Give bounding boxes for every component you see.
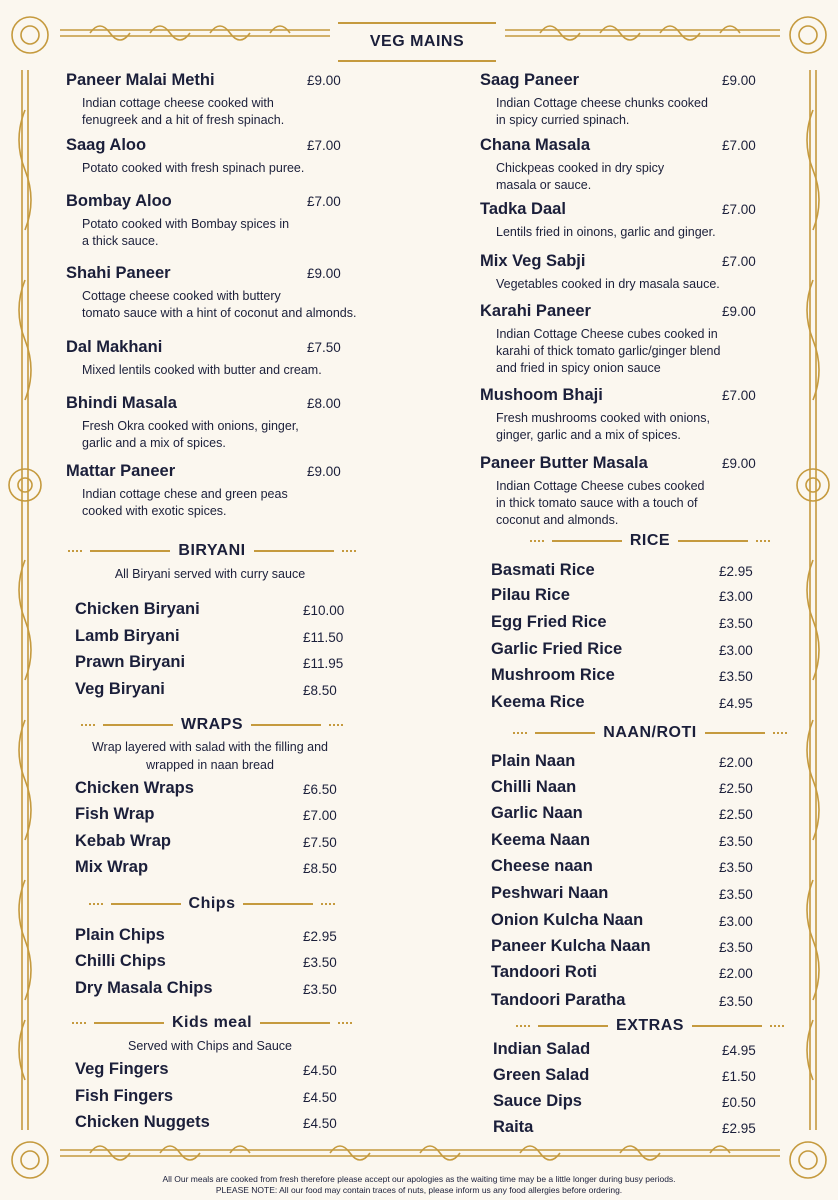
menu-item-name: Raita	[493, 1118, 534, 1136]
menu-item-price: £4.50	[303, 1063, 337, 1078]
menu-item-price: £3.50	[303, 982, 337, 997]
dish-description: Fresh mushrooms cooked with onions,	[496, 411, 710, 425]
divider-line	[111, 903, 181, 905]
menu-item-price: £3.50	[719, 940, 753, 955]
menu-item-price: £8.50	[303, 861, 337, 876]
menu-item-price: £4.95	[719, 696, 753, 711]
menu-item-price: £3.50	[719, 994, 753, 1009]
divider-line	[260, 1022, 330, 1024]
menu-item-price: £3.00	[719, 643, 753, 658]
dish-price: £9.00	[307, 266, 341, 281]
menu-item-name: Garlic Fried Rice	[491, 640, 623, 658]
menu-item-name: Tandoori Roti	[491, 963, 598, 981]
menu-item-price: £2.50	[719, 807, 753, 822]
section-title: RICE	[629, 532, 671, 549]
dish-name: Tadka Daal	[480, 200, 566, 218]
menu-item-name: Tandoori Paratha	[491, 991, 626, 1009]
dish-price: £7.50	[307, 340, 341, 355]
dish-name: Mattar Paneer	[66, 462, 176, 480]
menu-item-name: Sauce Dips	[493, 1092, 582, 1110]
menu-item-price: £4.50	[303, 1116, 337, 1131]
menu-item-price: £2.95	[722, 1121, 756, 1136]
menu-item-price: £4.95	[722, 1043, 756, 1058]
menu-item-name: Chicken Biryani	[75, 600, 200, 618]
dish-description: ginger, garlic and a mix of spices.	[496, 428, 681, 442]
dish-price: £7.00	[722, 388, 756, 403]
dish-name: Chana Masala	[480, 136, 591, 154]
menu-item-price: £8.50	[303, 683, 337, 698]
menu-item-price: £10.00	[303, 603, 345, 618]
divider-dots	[342, 550, 356, 552]
divider-dots	[338, 1022, 352, 1024]
divider-dots	[72, 1022, 86, 1024]
kids-section-heading	[42, 1014, 382, 1032]
dish-price: £7.00	[307, 194, 341, 209]
wraps-section-heading	[42, 716, 382, 734]
dish-description: Indian Cottage Cheese cubes cooked in	[496, 327, 718, 341]
section-note: Wrap layered with salad with the filling and	[91, 740, 328, 754]
section-note: wrapped in naan bread	[146, 758, 274, 772]
menu-item-name: Garlic Naan	[491, 804, 583, 822]
dish-description: Indian Cottage Cheese cubes cooked	[496, 479, 705, 493]
dish-price: £9.00	[307, 73, 341, 88]
menu-item-price: £4.50	[303, 1090, 337, 1105]
page-title: VEG MAINS	[338, 22, 496, 62]
divider-dots	[321, 903, 335, 905]
footer-line-2: PLEASE NOTE: All our food may contain traces of nuts, please inform us any food allergies before ordering.	[215, 1185, 623, 1195]
section-title: BIRYANI	[178, 542, 246, 559]
dish-price: £7.00	[722, 202, 756, 217]
menu-item-name: Kebab Wrap	[75, 832, 171, 850]
divider-line	[705, 732, 765, 734]
menu-item-name: Plain Naan	[491, 752, 576, 770]
dish-name: Bhindi Masala	[66, 394, 177, 412]
dish-price: £7.00	[722, 254, 756, 269]
menu-item-name: Egg Fried Rice	[491, 613, 607, 631]
dish-price: £7.00	[307, 138, 341, 153]
divider-dots	[773, 732, 787, 734]
divider-dots	[513, 732, 527, 734]
menu-item-name: Chicken Nuggets	[75, 1113, 210, 1131]
menu-item-name: Veg Biryani	[75, 680, 165, 698]
menu-item-price: £0.50	[722, 1095, 756, 1110]
section-title: EXTRAS	[616, 1017, 684, 1034]
divider-dots	[530, 540, 544, 542]
divider-dots	[68, 550, 82, 552]
menu-item-name: Chilli Naan	[491, 778, 577, 796]
footer-line-1: All Our meals are cooked from fresh therefore please accept our apologies as the waiting time may be a little longer during busy periods.	[162, 1174, 676, 1184]
dish-description: Chickpeas cooked in dry spicy	[496, 161, 665, 175]
menu-item-price: £11.50	[303, 630, 344, 645]
dish-description: Lentils fried in oinons, garlic and ginger.	[496, 225, 716, 239]
dish-description: coconut and almonds.	[496, 513, 619, 527]
section-note: Served with Chips and Sauce	[128, 1039, 292, 1053]
dish-name: Saag Aloo	[66, 136, 147, 154]
dish-name: Paneer Butter Masala	[480, 454, 648, 472]
divider-line	[254, 550, 334, 552]
dish-name: Shahi Paneer	[66, 264, 171, 282]
dish-description: Mixed lentils cooked with butter and cream.	[82, 363, 322, 377]
menu-item-name: Veg Fingers	[75, 1060, 169, 1078]
dish-price: £8.00	[307, 396, 341, 411]
menu-item-name: Keema Naan	[491, 831, 591, 849]
menu-item-name: Fish Fingers	[75, 1087, 174, 1105]
divider-line	[692, 1025, 762, 1027]
menu-item-name: Paneer Kulcha Naan	[491, 937, 651, 955]
dish-description: karahi of thick tomato garlic/ginger blend	[496, 344, 721, 358]
dish-price: £7.00	[722, 138, 756, 153]
menu-item-name: Mix Wrap	[75, 858, 149, 876]
dish-name: Bombay Aloo	[66, 192, 172, 210]
dish-price: £9.00	[307, 464, 341, 479]
section-title: Kids meal	[171, 1014, 253, 1031]
rice-section-heading	[480, 532, 820, 550]
dish-name: Mix Veg Sabji	[480, 252, 586, 270]
dish-name: Karahi Paneer	[480, 302, 591, 320]
section-title: NAAN/ROTI	[603, 724, 697, 741]
menu-item-price: £2.95	[719, 564, 753, 579]
divider-line	[678, 540, 748, 542]
menu-item-name: Fish Wrap	[75, 805, 155, 823]
menu-item-name: Indian Salad	[493, 1040, 591, 1058]
dish-description: in spicy curried spinach.	[496, 113, 630, 127]
divider-line	[103, 724, 173, 726]
menu-item-name: Onion Kulcha Naan	[491, 911, 644, 929]
divider-line	[94, 1022, 164, 1024]
dish-description: Cottage cheese cooked with buttery	[82, 289, 281, 303]
dish-name: Paneer Malai Methi	[66, 71, 215, 89]
footer-note	[0, 1174, 838, 1196]
menu-item-price: £3.50	[719, 834, 753, 849]
dish-description: Indian cottage cheese cooked with	[82, 96, 274, 110]
dish-name: Mushoom Bhaji	[480, 386, 603, 404]
dish-description: masala or sauce.	[496, 178, 592, 192]
menu-item-name: Basmati Rice	[491, 561, 595, 579]
dish-description: fenugreek and a hit of fresh spinach.	[82, 113, 285, 127]
menu-item-name: Prawn Biryani	[75, 653, 186, 671]
menu-item-name: Cheese naan	[491, 857, 593, 875]
menu-item-name: Green Salad	[493, 1066, 590, 1084]
dish-description: Indian Cottage cheese chunks cooked	[496, 96, 708, 110]
section-note: All Biryani served with curry sauce	[114, 567, 306, 581]
menu-item-name: Plain Chips	[75, 926, 165, 944]
biryani-section-heading	[42, 542, 382, 560]
dish-description: Fresh Okra cooked with onions, ginger,	[82, 419, 299, 433]
naan-section-heading	[480, 724, 820, 742]
menu-item-price: £11.95	[303, 656, 344, 671]
menu-item-name: Lamb Biryani	[75, 627, 180, 645]
menu-item-price: £2.95	[303, 929, 337, 944]
menu-item-price: £6.50	[303, 782, 337, 797]
divider-dots	[756, 540, 770, 542]
divider-line	[251, 724, 321, 726]
menu-item-name: Pilau Rice	[491, 586, 570, 604]
divider-line	[535, 732, 595, 734]
divider-line	[90, 550, 170, 552]
dish-description: Potato cooked with fresh spinach puree.	[82, 161, 305, 175]
menu-item-name: Keema Rice	[491, 693, 585, 711]
divider-line	[552, 540, 622, 542]
menu-item-price: £2.00	[719, 966, 753, 981]
menu-item-price: £3.50	[719, 860, 753, 875]
menu-item-name: Dry Masala Chips	[75, 979, 213, 997]
dish-name: Saag Paneer	[480, 71, 580, 89]
divider-line	[538, 1025, 608, 1027]
divider-dots	[770, 1025, 784, 1027]
dish-name: Dal Makhani	[66, 338, 163, 356]
divider-dots	[516, 1025, 530, 1027]
dish-price: £9.00	[722, 73, 756, 88]
menu-item-name: Chilli Chips	[75, 952, 166, 970]
menu-item-price: £2.00	[719, 755, 753, 770]
menu-item-price: £2.50	[719, 781, 753, 796]
menu-item-price: £3.50	[719, 669, 753, 684]
section-title: WRAPS	[180, 716, 244, 733]
dish-description: cooked with exotic spices.	[82, 504, 227, 518]
menu-item-price: £3.50	[303, 955, 337, 970]
menu-item-name: Mushroom Rice	[491, 666, 615, 684]
menu-item-name: Peshwari Naan	[491, 884, 609, 902]
dish-description: a thick sauce.	[82, 234, 159, 248]
divider-dots	[89, 903, 103, 905]
dish-description: Potato cooked with Bombay spices in	[82, 217, 290, 231]
section-title: Chips	[188, 895, 236, 912]
dish-description: Indian cottage chese and green peas	[82, 487, 288, 501]
divider-dots	[81, 724, 95, 726]
chips-section-heading	[42, 895, 382, 913]
dish-price: £9.00	[722, 304, 756, 319]
extras-section-heading	[480, 1017, 820, 1035]
menu-item-price: £3.00	[719, 589, 753, 604]
divider-dots	[329, 724, 343, 726]
divider-line	[243, 903, 313, 905]
menu-item-name: Chicken Wraps	[75, 779, 194, 797]
menu-item-price: £3.50	[719, 887, 753, 902]
menu-item-price: £3.50	[719, 616, 753, 631]
menu-item-price: £7.00	[303, 808, 337, 823]
dish-description: garlic and a mix of spices.	[82, 436, 226, 450]
menu-item-price: £3.00	[719, 914, 753, 929]
dish-description: in thick tomato sauce with a touch of	[496, 496, 698, 510]
menu-item-price: £7.50	[303, 835, 337, 850]
dish-description: tomato sauce with a hint of coconut and almonds.	[82, 306, 357, 320]
dish-price: £9.00	[722, 456, 756, 471]
dish-description: and fried in spicy onion sauce	[496, 361, 661, 375]
menu-item-price: £1.50	[722, 1069, 756, 1084]
dish-description: Vegetables cooked in dry masala sauce.	[496, 277, 720, 291]
